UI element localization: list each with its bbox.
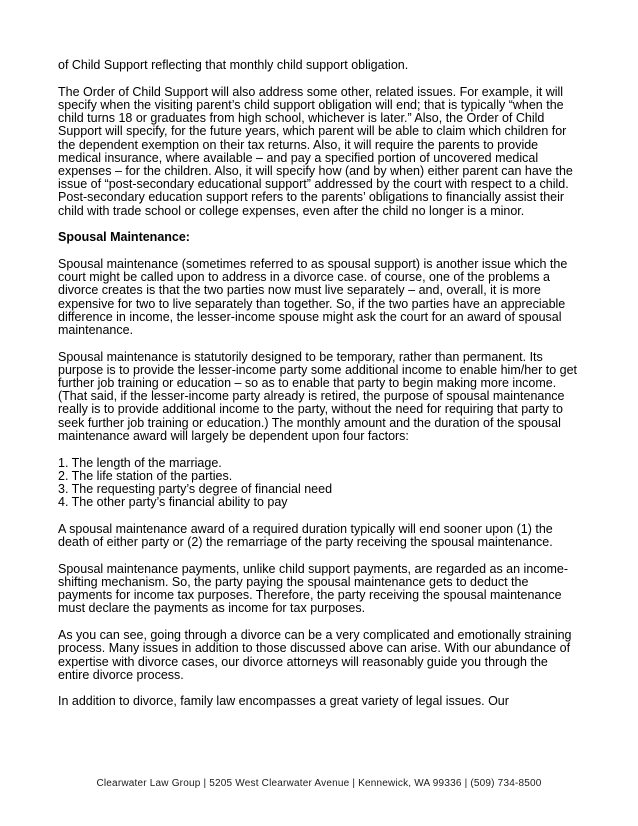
paragraph-spousal-maintenance-purpose: Spousal maintenance is statutorily designed to be temporary, rather than permanent. Its purpose is to provide the lesser-income party some additional income to enable him/her to get further job training or education – so as to enable that party to begin making more income. (That said, if the lesser-income party already is retired, the purpose of spousal maintenance really is to provide additional income to the party, without the need for requiring that party to seek further job training or education.) The monthly amount and the duration of the spousal maintenance award will largely be dependent upon four factors: — [58, 349, 578, 443]
paragraph-divorce-process: As you can see, going through a divorce can be a very complicated and emotionally straining process. Many issues in addition to those discussed above can arise. With our abundance of expertise with divorce cases, our divorce attorneys will reasonably guide you through the entire divorce process. — [58, 628, 572, 682]
paragraph-spousal-maintenance-intro: Spousal maintenance (sometimes referred to as spousal support) is another issue which the court might be called upon to address in a divorce case. of course, one of the problems a divorce creates is that the two parties now must live separately – and, overall, it is more expensive for two to live separately than together. So, if the two parties have an appreciable difference in income, the lesser-income spouse might ask the court for an award of spousal maintenance. — [58, 256, 568, 337]
page-footer: Clearwater Law Group | 5205 West Clearwater Avenue | Kennewick, WA 99336 | (509) 734-8500 — [96, 778, 542, 789]
factors-list: 1. The length of the marriage. 2. The life station of the parties. 3. The requesting party’s degree of financial need 4. The other party’s financial ability to pay — [58, 455, 333, 510]
document-body — [58, 59, 582, 722]
paragraph-order-of-child-support: The Order of Child Support will also address some other, related issues. For example, it will specify when the visiting parent’s child support obligation will end; that is typically “when the child turns 18 or graduates from high school, whichever is later.” Also, the Order of Child Support will specify, for the future years, which parent will be able to claim which children for the dependent exemption on their tax returns. Also, it will require the parents to provide medical insurance, where available – and pay a specified portion of uncovered medical expenses – for the children. Also, it will specify how (and by when) either parent can have the issue of “post-secondary educational support” addressed by the court with respect to a child. Post-secondary education support refers to the parents’ obligations to financially assist their child with trade school or college expenses, even after the child no longer is a minor. — [58, 84, 573, 218]
paragraph-family-law: In addition to divorce, family law encompasses a great variety of legal issues. Our — [58, 694, 509, 709]
paragraph-child-support-end: of Child Support reflecting that monthly child support obligation. — [58, 58, 409, 72]
paragraph-award-duration: A spousal maintenance award of a required duration typically will end sooner upon (1) the death of either party or (2) the remarriage of the party receiving the spousal maintenance. — [58, 521, 553, 550]
paragraph-tax-treatment: Spousal maintenance payments, unlike child support payments, are regarded as an income- shifting mechanism. So, the party paying the spousal maintenance gets to deduct the payments for income tax purposes. Therefore, the party receiving the spousal maintenance must declare the payments as income for tax purposes. — [58, 561, 569, 616]
section-heading-spousal-maintenance: Spousal Maintenance: — [58, 230, 190, 245]
